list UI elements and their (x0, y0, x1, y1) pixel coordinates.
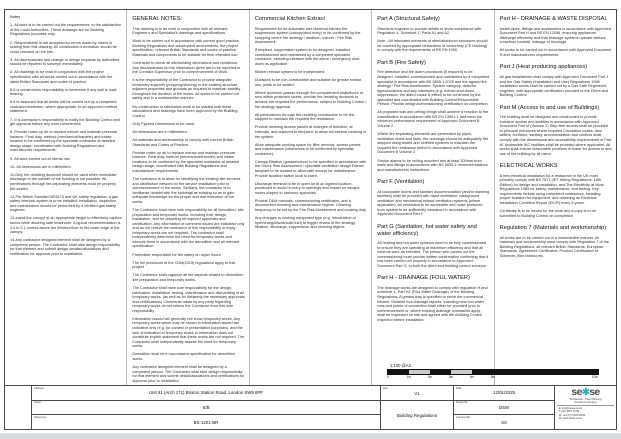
note-paragraph: 7- It is contractor's responsibility to notify the Building Control and get approval before any work commences. (10, 117, 120, 127)
section-heading: Part G (Sanitation, hot water safety and water efficiency) (377, 223, 477, 237)
note-paragraph: 5-It is constructors responsibility to determine if any wall is load-bearing. (10, 87, 118, 97)
notes-columns (5, 10, 616, 386)
page-bottom-margin (0, 433, 621, 439)
rev-value: V1 (414, 390, 420, 396)
note-paragraph: All occupable rooms and sanitary accommodation (and/or washing facilities) shall be provided with rapid ventilation, background ventilation and mechanical extract ventilation systems (where applicable). All ventilation to be accessible and noise produced from system to be sufficiently contained in accordance with Approved Document Part F. (377, 189, 490, 217)
note-paragraph: 1- All work is to be carried out the requirements, to the satisfaction of the Local Authorities. These drawings are for Building Regulations purposes only. (10, 23, 122, 37)
company-logo-cell (555, 386, 616, 429)
company-logo (557, 387, 614, 398)
logo-star-icon: ✱ (581, 387, 590, 398)
logo-tagline (557, 398, 614, 406)
title-block-mid (381, 386, 454, 429)
note-paragraph: Contractor to check all site/building dimensions and conditions. Any discrepancies on the information given are to be reported to the Contract Supervisor prior to commencement of Work. (132, 61, 241, 75)
drawn-by-row (454, 401, 554, 416)
note-paragraph: Provide O&M manuals, commissioning certificates, and a documented cleaning and maintenance regime. Cleaning frequency to be set by the Fire Risk Assessment and cooking duty. (254, 198, 367, 212)
note-paragraph: Provide make-up air to replace extract and maintain pressure balance. Final duty, method (mechanical/transfer) and intake locations to be confirmed by the specialist contractor at detailed design stage; coordinated with Building Regulations and manufacturer requirements. (132, 150, 240, 173)
note-paragraph: Where ductwork passes through fire compartment walls/floors or runs within protected routes, provide fire-resisting ductwork to achieve the required fire performance, subject to Building Control / fire strategy approval. (254, 90, 367, 109)
title-block-info (32, 386, 381, 429)
scale-tick-label: 4m (469, 374, 475, 379)
logo-contact-line: T. 020 4579 32 69 (559, 410, 580, 414)
date-label: Date (456, 386, 462, 390)
note-paragraph: This drawing is to be read in conjunction with all relevant Engineer's and Specialist's drawings and specifications. (132, 26, 228, 36)
checked-by-row (454, 415, 554, 429)
note-paragraph: The building shall be designed and constructed to provide inclusive access and facilities in accordance with Approved Document Part M (Volume 2) Step-free access shall be provided to principal entrances where required Circulation routes, door widths, corridors, sanitary accommodation and controls shall comply with the dimensional and accessibility requirements of Part M. Accessible WC facilities shall be provided where applicable. All works shall ensure reasonable provision is made for access to and use of the building by all users. (499, 115, 612, 156)
logo-tagline-line: Architecture - Town Planning (569, 397, 602, 401)
title-block-spacer (5, 386, 32, 429)
drawing-title-cell (381, 401, 453, 429)
section-heading: Part B (Fire Safety) (377, 59, 426, 66)
note-paragraph: 4- All drawings to be read in conjunction with the project specification with all works carried out in accordance with the latest British Standards and codes of practice. (10, 70, 113, 84)
note-paragraph: Structural engineer to provide details to show compliance with Regulation 4, Schedule 1; Parts A1 and A2. (377, 26, 482, 36)
date-value: 12/01/2025 (493, 390, 515, 396)
column-title: Notes (10, 14, 21, 19)
section-heading: Regulation 7 (Materials and workmanship) (499, 225, 607, 232)
note-paragraph: Information issued will generally not show temporary works. Any temporary works which may be shown in information issued are indicative only (e.g. for context or presentation purposes), and the lack of indication of temporary works in information does not constitute implicit statement that these works are not required. The Contractor shall independently assess the need for temporary works. (132, 316, 245, 349)
note-paragraph: All penetrations through fire-resisting construction to be fire-stopped to maintain the required fire resistance. (254, 112, 356, 122)
logo-contacts (557, 407, 614, 421)
note-paragraph: A new electrical installation for a restaurant in the UK must primarily comply with BS 7671 (IET Wiring Regulations, 18th Edition) for design and installation, and The Electricity at Work Regulations 1989 for safety, maintenance, and testing. Key requirements include using competent contractors, installing proper isolation for equipment, and obtaining an Electrical Installation Condition Report (EICR) every 5 years. (499, 173, 604, 205)
rev-label: Rev (383, 386, 388, 390)
reference-label: Reference (34, 415, 47, 419)
title-block-dates (454, 386, 555, 429)
note-paragraph: 10- All dimensions are in millimeters. (10, 164, 72, 169)
sheet-label: Sheet (34, 401, 42, 405)
note-paragraph: It is the responsibility of the Contractor to provide adequate temporary supports (propping/shoring) to the existing structure, adjacent properties and grounds as required to maintain stability throughout the duration of the works. All works to be carried out safely and in a workmanlike manner. (132, 78, 241, 101)
note-paragraph: If required, suppression system to be designed, installed, commissioned and maintained by a competent specialist contractor, including interface with fire alarm / emergency shut-down as applicable. (254, 48, 361, 66)
title-block (5, 385, 616, 429)
note-paragraph: The Contractor shall have sole responsibility for all demolition, site preparation and temporary works, including their design, installation, and for obtaining all required approvals and certification. Any information or comment issued are indicative only and do not relieve the contractor of this responsibility or imply temporary works are not required. The contractor shall independently determine the need for temporary works and execute them in accordance with the demolition and all relevant specification. (132, 207, 245, 249)
note-paragraph: The Contractor shall organize all the aspects related to demolition, site preparation and temporary works. (132, 273, 244, 282)
note-paragraph: 9- All work carried out at clients risk. (10, 156, 71, 161)
note-paragraph: 12-Per British Standard BS6173 and UK safety regulation, a gas safety interlock system is to be installed; installation, inspection and maintenance should be performed by a certified gas safety engineer. (10, 194, 119, 213)
section-heading: Part H - DRAINAGE (FOUL WATER) (377, 275, 470, 282)
scale-tick-label: 1m (406, 374, 412, 379)
scale-tick-label: 10m (591, 374, 598, 379)
reference-row (32, 415, 380, 429)
note-paragraph: All proposed wall and ceiling linings shall achieve a reaction to fire classification in accordance with BS EN 13501-1 and meet the minimum performance requirement of Approved Document B Volume 2. (377, 110, 489, 129)
note-paragraph: Certificate is to be issued for the work and a copy is to be submitted to Building Control on completion (499, 209, 596, 218)
note-paragraph: Work to be carried out in accordance with current good practice, Building Regulations and subsequent amendments, the project specification, relevant British Standards and codes of practice. Materials and components to be suitable for their intended use. (132, 39, 240, 57)
note-paragraph: Ductwork to be non-combustible and suitable for grease extract use; joints to be sealed. (254, 78, 362, 87)
note-paragraph: Freeholder responsible for fire safety on upper floors (132, 252, 221, 257)
note-paragraph: Discharge terminal to be to open air at an agreed location, positioned to avoid re-entry to openings and impact on escape routes subject to statutory approvals. (254, 181, 360, 195)
note-paragraph: Install pipes, fittings and accessories in accordance with Approved Document Part H and BS EN 12056, ensuring appliances discharge efficiently and that drainage systems operate without crossflow, backfall, leakage or blockage. (499, 26, 611, 45)
scale-tick-label: 2m (427, 374, 433, 379)
note-paragraph: All works are to be carried out in a workmanlike manner. All materials and workmanship must comply with Regulation 7 of the Building Regulations, all relevant British Standards, European Standards, Agreement Certificates, Product Certification of Schemes (Kite Marks) etc. (499, 235, 609, 258)
checked-by-label: Checked By (456, 415, 471, 419)
note-paragraph: Kitchen extract system to be independent. (254, 70, 326, 75)
sheet-border (4, 9, 617, 430)
note-paragraph: 2- Responsibility is not accepted for errors made by others in scaling from this drawing. All construction information should be cross checked on the site. (10, 40, 117, 54)
note-paragraph: Only Figured Dimensions to be used. (132, 121, 195, 126)
column-kitchen-extract (250, 10, 372, 386)
note-paragraph: Any changes to cooking equipment type (e.g. introduction of fryer/chargrill/wok/solid fuel) to trigger review of fire strategy, filtration, discharge, suppression and cleaning regime. (254, 216, 356, 230)
note-paragraph: Requirement for an automatic wet chemical kitchen fire suppression system (canopy/duct entry) to be confirmed by the shopping centre fire strategy / landlord / insurer / Fire Risk Assessment. (254, 26, 361, 45)
drawn-by-value: DSW (498, 405, 510, 410)
logo-contact-line: M. +44 (0) 7404743049 (559, 413, 586, 417)
note-paragraph: All heating and hot water systems need to be fully commissioned to ensure they are operating at maximum efficiency and that all controls work as intended. The person who carries out the commissioning must provide written confirmation confirming that it has been carried out properly in accordance to Approved Document Part G, to both the client and building control surveyor. (377, 241, 489, 268)
note-paragraph: Any contractor designed element shall be designed by a competent person. The Contractor shall take design responsibility for that element and submit detail/calculations and certifications for approval prior to installation (132, 365, 245, 383)
logo-text-left: se (571, 386, 582, 398)
note-paragraph: 13-Install the canopy at an appropriate height to effectively capture fumes while allowing safe headroom. A typical recommendation is 2.0 to 2.1 metres above the finished floor to the lower edge of the canopy. (10, 216, 123, 235)
section-heading: Part J (Heat producing appliances) (499, 64, 588, 71)
note-paragraph: Demolition shall be in accordance specification for demolition works. (132, 352, 235, 361)
section-heading: Part F (Ventilation) (377, 179, 425, 186)
address-label: Address (34, 386, 44, 390)
section-heading: GENERAL NOTES: (132, 16, 183, 22)
column-parts-a-h (372, 10, 494, 386)
note-paragraph: All works to be carried out in accordance with Approved Document H and manufacturers requirements (499, 48, 612, 57)
note-paragraph: Allow adequate working space for filter removal, access panels and maintenance (clearances to be confirmed by specialist contractor). (254, 142, 361, 156)
logo-tagline-line: Premises Licensing (574, 400, 597, 404)
section-heading: Part A (Structural Safety) (377, 16, 440, 22)
note-paragraph: All gas installations shall comply with Approved Document Part J and the Gas Safety (Installation and Use) Regulations 1998 Installation works shall be carried out by a Gas Safe Registered engineer, with appropriate certification provided to the Client and Building Control (499, 74, 609, 98)
logo-contact-line: W. www.sease.co.uk (559, 416, 582, 420)
scale-tick-label: 5m (490, 374, 496, 379)
scale-bar (388, 363, 598, 382)
column-parts-h-reg7 (495, 10, 616, 386)
note-paragraph: Where fire separating elements are penetrated by pipes, ventilation ducts and flues, the openings should be adequately fire stopped using tested and certified systems to maintain the required fire resistance period in accordance with Approved Document B Volume 2 (377, 132, 489, 155)
scale-tick-label: 3m (448, 374, 454, 379)
note-paragraph: Fire detection and fire alarm provisions (if required) to be designed, installed, commissioned and maintained by a competent specialist in accordance with BS 5839-1:2025 and the agreed fire strategy / Fire Risk Assessment. System category, detector types/locations and any interfaces (e.g. extract shut-down, suppression, fire alarm cause & effect) to be confirmed by the specialist and coordinated with Building Control/Responsible Person. Provide design/commissioning certification on completion. (377, 70, 490, 107)
note-paragraph: 14-Any contractor designed element shall be designed by a competent person. The Contractor shall take design responsibility for that element and submit design details/calculations and certification for approval prior to installation. (10, 238, 121, 256)
section-heading: ELECTRICAL WORKS (499, 163, 558, 170)
note-paragraph: Canopy filtration (grease/odour) to be specified in accordance with the Odour Risk Assessment / specialist ventilation design Extract fan/plant to be located to allow safe access for maintenance. Provide isolation switch local to plant. (254, 159, 367, 178)
rev-row (381, 386, 453, 401)
note-paragraph: Smoke alarms to be ceiling mounted and at least 300mm from walls and fittings in accordance with BS 5839-1 recommendations and manufacturers instructions. (377, 158, 488, 172)
column-notes (5, 10, 127, 386)
date-row (454, 386, 554, 401)
scale-label: 1:100 @A3 (390, 363, 412, 368)
section-heading: Part H - DRAINAGE & WASTE DISPOSAL (499, 16, 608, 22)
note-paragraph: The drainage works are designed to comply with regulation H and schedule 1, Part H1 (Foul Water Drainage) of the Building Regulations. A grease trap is specified to serve the commercial kitchen. Detailed foul drainage layouts, including new foul water runs and points of connection shall either be provided prior to commencement or, where existing drainage constraints apply, shall be inspected on site and agreed with the Building Control Inspector before installation. (377, 285, 488, 322)
note-paragraph: The Contractor shall have sole responsibility for the design, fabrication, installation, testing, maintenance and dismantling of all temporary works, (as well as for obtaining the necessary approvals and certifications) Comments made by any party regarding temporary works do not relieve the Contractor from this sole responsibility (132, 286, 245, 313)
sheet-row (32, 401, 380, 416)
note-paragraph: All materials and workmanship to comply with current British Standards and Codes of Practice. (132, 138, 234, 147)
note-paragraph: Note - All fabricated elements of steel/aluminum structures should be covered by appropriate declaration of conformity (CE Marking) to comply with the requirements of BS EN 1090. (377, 39, 488, 53)
column-general-notes (127, 10, 249, 386)
scale-bar-ticks (388, 374, 598, 380)
note-paragraph: 6-It is assumed that all works will be carried out by a competent contractor/workmen, where appropriate, to an approved method statement. (10, 100, 118, 114)
note-paragraph: 11-Only fire-resisting ductwork should be used when immediate discharge to the outside of the building is not possible. All penetrations through fire-separating elements must be properly fire-sealed. (10, 172, 117, 191)
address-value: Unit 91 (Arch 171) Brixton Station Road, London SW9 8PF (148, 390, 264, 396)
note-paragraph: All dimensions are in millimeters. (132, 129, 188, 134)
address-row (32, 386, 380, 401)
drawn-by-label: Drawn By (456, 401, 468, 405)
note-paragraph: The contractor is to allow for identifying the existing site services and distribution network for the service installation prior to commencement of the works. Similarly, the contractor is to familiarise himself with the buildings as existing so as to gain adequate knowledge for the proper and due execution of the works. (132, 177, 241, 204)
reference-value: BS-1201-BR (193, 419, 219, 425)
sheet-value: S/B (202, 405, 210, 410)
section-heading: Commercial Kitchen Extract (254, 16, 325, 22)
note-paragraph: The full provisions of the CDM(2015) regulations apply to this project (132, 260, 236, 270)
logo-contact-line: E. info@sease.co.uk (559, 406, 582, 410)
logo-text-right: se (589, 386, 600, 398)
scale-tick-label: 0 (387, 374, 389, 379)
note-paragraph: 8- Provide make-up air to replace extract and maintain pressure balance. Final duty, method (mechanical/transfer) and intake location to be confirmed by the specialist contractor at detailed design stage; coordinated with Building Regulations and manufacturer requirements. (10, 130, 118, 153)
note-paragraph: Provide cleaning access panels at changes of direction, at intervals, and adjacent to fan/plant, to allow full internal cleaning of the system. (254, 125, 367, 139)
note-paragraph: No construction or fabrication work to be started until these calculations and drawings have been approved by the Building Control (132, 104, 238, 118)
drawing-title: Building Regulations (396, 412, 438, 418)
section-heading: Part M (Access to and use of Buildings) (499, 104, 600, 111)
note-paragraph: 3- All discrepancies and change of design requests by authorities should be reported to surveyor immediately. (10, 57, 120, 67)
checked-by-value: SS (501, 419, 507, 425)
